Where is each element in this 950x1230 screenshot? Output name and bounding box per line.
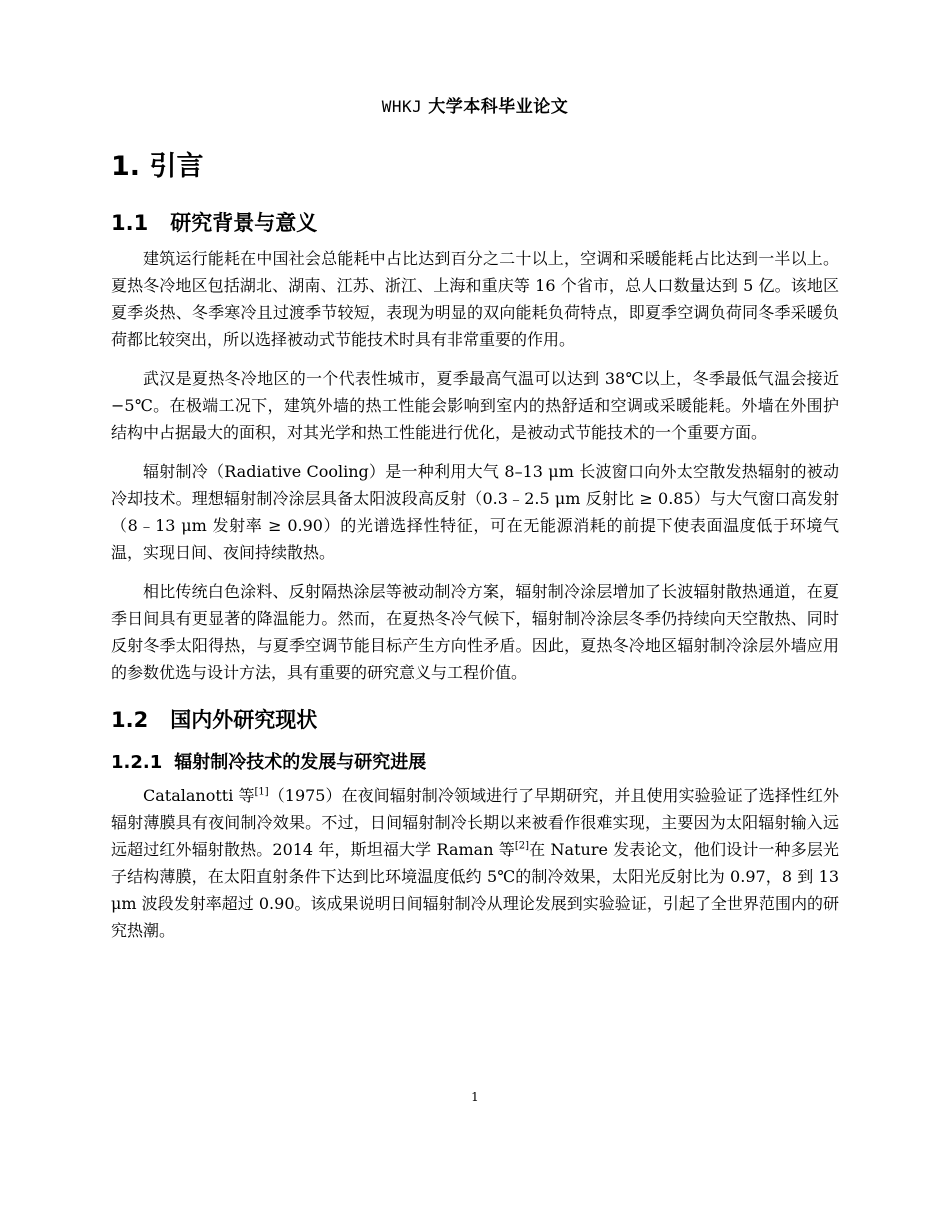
paragraph: 建筑运行能耗在中国社会总能耗中占比达到百分之二十以上，空调和采暖能耗占比达到一半以上。夏热冬冷地区包括湖北、湖南、江苏、浙江、上海和重庆等 16 个省市，总人口数量达到 5 亿。该地区夏季炎热、冬季寒冷且过渡季节较短，表现为明显的双向能耗负荷特点，即夏季空调负荷同冬季采暖负荷都比较突出，所以选择被动式节能技术时具有非常重要的作用。 — [111, 249, 839, 349]
section-number: 1.2 — [111, 708, 149, 732]
page-header — [0, 92, 950, 117]
header-title-cn: 大学本科毕业论文 — [428, 97, 569, 117]
paragraph-text: Catalanotti 等 — [143, 786, 255, 805]
paragraph: 辐射制冷（Radiative Cooling）是一种利用大气 8–13 μm 长波窗口向外太空散发热辐射的被动冷却技术。理想辐射制冷涂层具备太阳波段高反射（0.3﹣2.5 μm 反射比 ≥ 0.85）与大气窗口高发射（8﹣13 μm 发射率 ≥ 0.90）的光谱选择性特征，可在无能源消耗的前提下使表面温度低于环境气温，实现日间、夜间持续散热。 — [111, 462, 839, 562]
page-number: 1 — [471, 1090, 479, 1104]
section-heading-1-1 — [111, 207, 839, 239]
chapter-heading — [111, 145, 839, 189]
citation-ref[interactable]: [2] — [514, 840, 530, 852]
section-title: 研究背景与意义 — [170, 211, 318, 235]
section-heading-1-2 — [111, 704, 839, 736]
header-title-en: WHKJ — [381, 97, 423, 116]
paragraph-with-citations — [111, 782, 839, 944]
section-number: 1.1 — [111, 211, 149, 235]
paragraph-text: （1975）在夜间辐射制冷领域进行了早期研究，并且使用实验验证了选择性红外辐射薄膜具有夜间制冷效果。不过，日间辐射制冷长期以来被看作很难实现，主要因为太阳辐射输入远远超过红外辐射散热。2014 年，斯坦福大学 Raman 等 — [111, 786, 839, 859]
subsection-title: 辐射制冷技术的发展与研究进展 — [174, 752, 427, 773]
section-title: 国内外研究现状 — [170, 708, 318, 732]
paragraph: 武汉是夏热冬冷地区的一个代表性城市，夏季最高气温可以达到 38℃以上，冬季最低气温会接近−5℃。在极端工况下，建筑外墙的热工性能会影响到室内的热舒适和空调或采暖能耗。外墙在外围护结构中占据最大的面积，对其光学和热工性能进行优化，是被动式节能技术的一个重要方面。 — [111, 369, 839, 442]
subsection-heading-1-2-1 — [111, 748, 839, 778]
main-content — [111, 145, 839, 956]
subsection-number: 1.2.1 — [111, 752, 163, 773]
paragraph-text: 在 Nature 发表论文，他们设计一种多层光子结构薄膜，在太阳直射条件下达到比环境温度低约 5℃的制冷效果，太阳光反射比为 0.97，8 到 13 μm 波段发射率超过 0.90。该成果说明日间辐射制冷从理论发展到实验验证，引起了全世界范围内的研究热潮。 — [111, 840, 839, 940]
paragraph: 相比传统白色涂料、反射隔热涂层等被动制冷方案，辐射制冷涂层增加了长波辐射散热通道，在夏季日间具有更显著的降温能力。然而，在夏热冬冷气候下，辐射制冷涂层冬季仍持续向天空散热、同时反射冬季太阳得热，与夏季空调节能目标产生方向性矛盾。因此，夏热冬冷地区辐射制冷涂层外墙应用的参数优选与设计方法，具有重要的研究意义与工程价值。 — [111, 582, 839, 682]
chapter-title: 引言 — [149, 151, 204, 182]
chapter-number: 1. — [111, 151, 141, 182]
citation-ref[interactable]: [1] — [254, 786, 269, 798]
